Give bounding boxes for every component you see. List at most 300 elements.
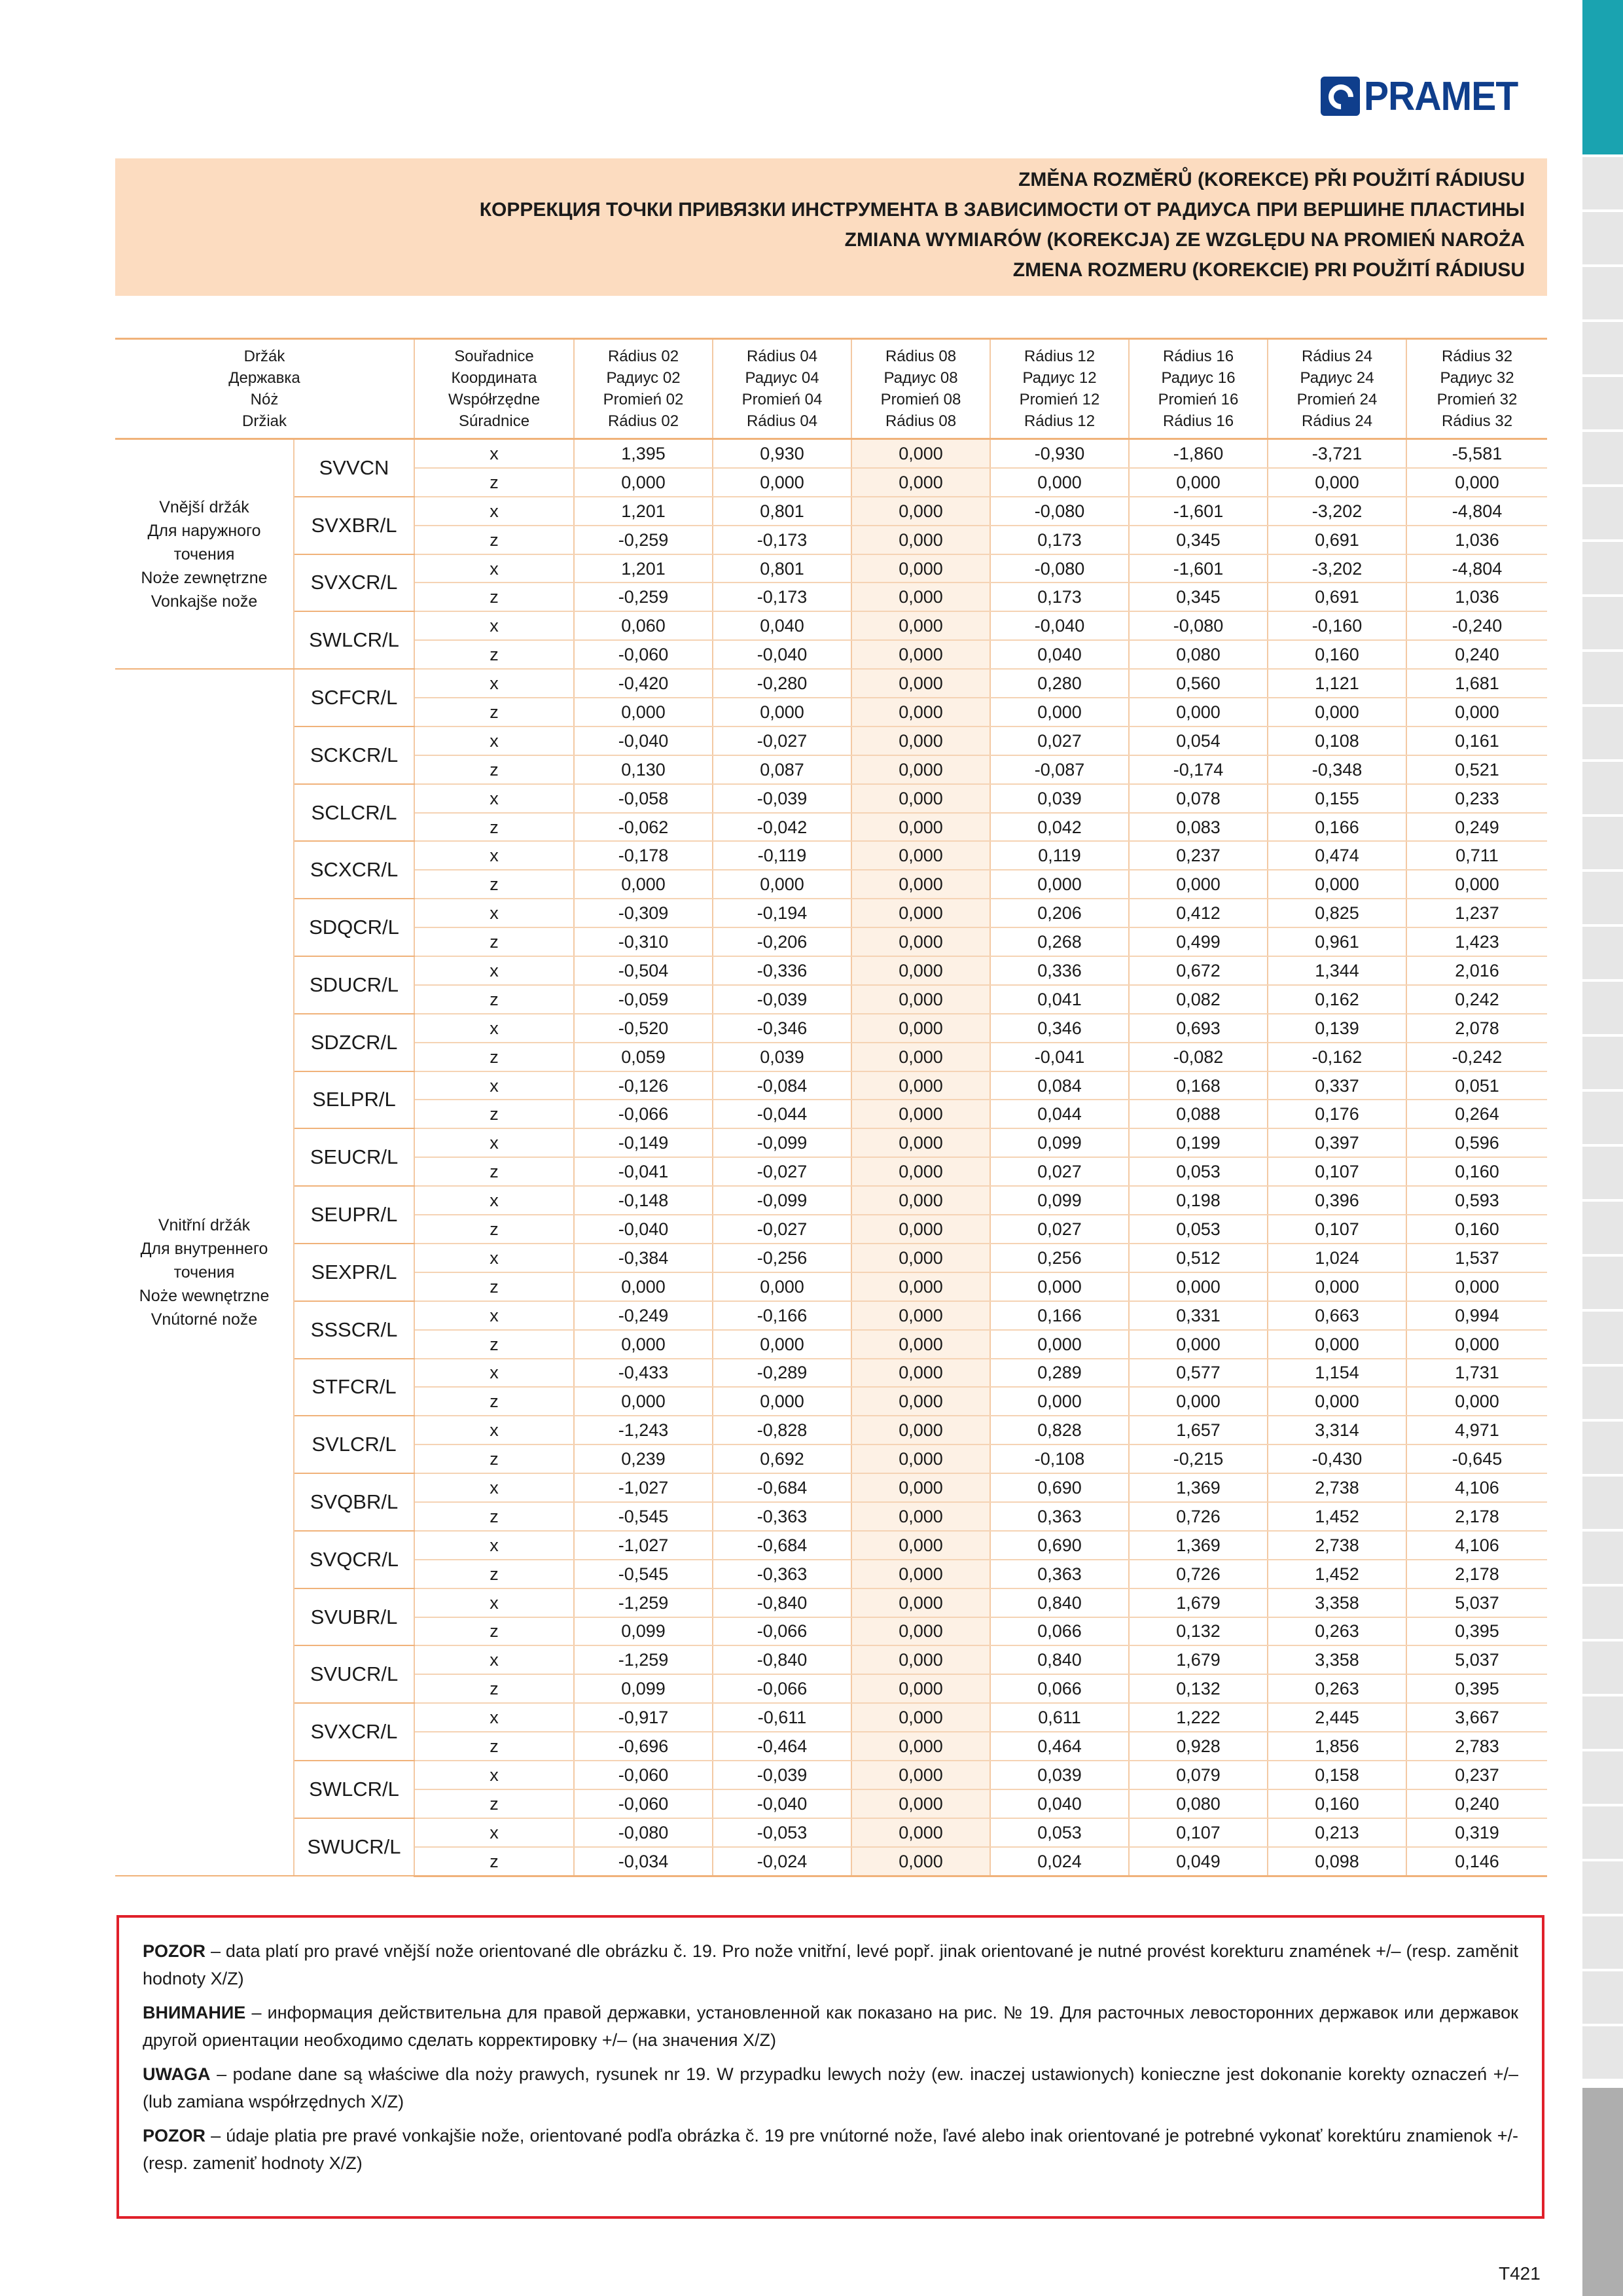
coordinate-cell: x	[414, 1473, 574, 1502]
value-cell: 0,099	[574, 1617, 713, 1646]
section-tab	[1582, 157, 1623, 212]
value-cell: 0,083	[1129, 813, 1268, 842]
value-cell: 1,395	[574, 439, 713, 468]
value-cell: 0,000	[851, 899, 990, 927]
value-cell: 0,160	[1406, 1215, 1547, 1244]
value-cell: 0,040	[990, 640, 1129, 669]
section-tab	[1582, 267, 1623, 322]
coordinate-cell: x	[414, 1359, 574, 1388]
value-cell: 0,345	[1129, 526, 1268, 554]
section-tab	[1582, 212, 1623, 267]
value-cell: -0,256	[713, 1244, 851, 1272]
value-cell: 0,000	[851, 1272, 990, 1301]
value-cell: 1,452	[1268, 1502, 1406, 1531]
value-cell: -0,087	[990, 755, 1129, 784]
section-tab	[1582, 597, 1623, 652]
value-cell: 0,000	[851, 1186, 990, 1215]
coordinate-cell: z	[414, 1617, 574, 1646]
value-cell: 0,084	[990, 1071, 1129, 1100]
section-tab	[1582, 1147, 1623, 1202]
section-tab	[1582, 1037, 1623, 1092]
value-cell: 0,080	[1129, 1789, 1268, 1818]
value-cell: -0,828	[713, 1416, 851, 1444]
value-cell: -4,804	[1406, 554, 1547, 583]
value-cell: -0,433	[574, 1359, 713, 1388]
value-cell: -0,024	[713, 1847, 851, 1876]
coordinate-cell: x	[414, 1761, 574, 1789]
value-cell: 1,731	[1406, 1359, 1547, 1388]
value-cell: -0,917	[574, 1703, 713, 1732]
value-cell: 0,000	[713, 1272, 851, 1301]
coordinate-cell: z	[414, 1387, 574, 1416]
note-ru: ВНИМАНИЕ – информация действительна для правой державки, установленной как показано на рис. № 19. Для расточных левосторонних державок или державок другой ориентации необходимо сделать корректировку +/– (на значения X/Z)	[143, 2003, 1518, 2050]
note-cz: POZOR – data platí pro pravé vnější nože orientované dle obrázku č. 19. Pro nože vnitřní, levé popř. jinak orientované je nutné provést korekturu znamének +/– (resp. zaměnit hodnoty X/Z)	[143, 1941, 1518, 1988]
coordinate-cell: x	[414, 1416, 574, 1444]
value-cell: 0,166	[1268, 813, 1406, 842]
value-cell: 0,041	[990, 985, 1129, 1014]
value-cell: 0,000	[574, 1387, 713, 1416]
holder-header: Držák Державка Nóż Držiak	[115, 339, 414, 439]
value-cell: -0,060	[574, 1789, 713, 1818]
coordinate-cell: z	[414, 813, 574, 842]
section-tab	[1582, 1367, 1623, 1422]
coordinate-cell: z	[414, 468, 574, 497]
coordinate-cell: x	[414, 497, 574, 526]
section-tab	[1582, 1861, 1623, 1916]
value-cell: 0,000	[851, 927, 990, 956]
value-cell: 5,037	[1406, 1645, 1547, 1674]
value-cell: 0,000	[1268, 468, 1406, 497]
coordinate-cell: z	[414, 755, 574, 784]
value-cell: -0,058	[574, 784, 713, 813]
value-cell: -1,259	[574, 1588, 713, 1617]
value-cell: 0,000	[851, 611, 990, 640]
value-cell: 0,000	[851, 1531, 990, 1560]
section-tab	[1582, 1477, 1623, 1532]
value-cell: 0,049	[1129, 1847, 1268, 1876]
value-cell: -0,053	[713, 1818, 851, 1847]
coordinate-cell: z	[414, 1272, 574, 1301]
value-cell: 0,242	[1406, 985, 1547, 1014]
value-cell: 0,000	[851, 1761, 990, 1789]
value-cell: 0,044	[990, 1100, 1129, 1128]
value-cell: 0,000	[1129, 1272, 1268, 1301]
value-cell: 0,994	[1406, 1301, 1547, 1330]
value-cell: 0,691	[1268, 583, 1406, 611]
value-cell: 0,726	[1129, 1560, 1268, 1588]
page-number: T421	[1499, 2263, 1541, 2284]
value-cell: -0,040	[713, 640, 851, 669]
section-tab	[1582, 1422, 1623, 1477]
value-cell: 0,000	[851, 956, 990, 985]
value-cell: 0,000	[851, 784, 990, 813]
value-cell: 0,000	[1268, 1272, 1406, 1301]
value-cell: 0,256	[990, 1244, 1129, 1272]
value-cell: -5,581	[1406, 439, 1547, 468]
value-cell: -0,309	[574, 899, 713, 927]
value-cell: 3,358	[1268, 1645, 1406, 1674]
value-cell: 0,000	[990, 1330, 1129, 1359]
value-cell: 0,000	[851, 1732, 990, 1761]
value-cell: 0,840	[990, 1645, 1129, 1674]
coordinate-cell: x	[414, 1818, 574, 1847]
coordinate-cell: z	[414, 1330, 574, 1359]
title-band	[115, 158, 1547, 296]
value-cell: -4,804	[1406, 497, 1547, 526]
value-cell: 0,263	[1268, 1617, 1406, 1646]
table-row	[115, 1359, 1547, 1388]
value-cell: 0,000	[851, 1588, 990, 1617]
holder-name: SVUCR/L	[294, 1645, 414, 1703]
value-cell: -0,042	[713, 813, 851, 842]
value-cell: 0,139	[1268, 1014, 1406, 1043]
value-cell: 0,840	[990, 1588, 1129, 1617]
value-cell: 1,024	[1268, 1244, 1406, 1272]
value-cell: 0,098	[1268, 1847, 1406, 1876]
table-row	[115, 497, 1547, 526]
value-cell: -0,384	[574, 1244, 713, 1272]
value-cell: 1,036	[1406, 583, 1547, 611]
value-cell: 0,825	[1268, 899, 1406, 927]
value-cell: 0,000	[713, 698, 851, 726]
value-cell: 0,000	[851, 1359, 990, 1388]
value-cell: 0,000	[851, 841, 990, 870]
value-cell: 0,412	[1129, 899, 1268, 927]
value-cell: 0,173	[990, 526, 1129, 554]
value-cell: 4,106	[1406, 1531, 1547, 1560]
section-tab	[1582, 1916, 1623, 1971]
value-cell: -0,066	[574, 1100, 713, 1128]
coordinate-cell: x	[414, 841, 574, 870]
table-row	[115, 1014, 1547, 1043]
value-cell: -0,280	[713, 669, 851, 698]
value-cell: -0,041	[990, 1043, 1129, 1071]
value-cell: -1,860	[1129, 439, 1268, 468]
table-row	[115, 1531, 1547, 1560]
value-cell: 0,363	[990, 1560, 1129, 1588]
value-cell: -0,348	[1268, 755, 1406, 784]
section-tab	[1582, 1257, 1623, 1312]
value-cell: 0,596	[1406, 1128, 1547, 1157]
coordinate-cell: z	[414, 1847, 574, 1876]
value-cell: 0,146	[1406, 1847, 1547, 1876]
section-tab	[1582, 432, 1623, 487]
value-cell: -0,545	[574, 1502, 713, 1531]
value-cell: -1,259	[574, 1645, 713, 1674]
value-cell: 0,000	[1129, 1387, 1268, 1416]
value-cell: -0,420	[574, 669, 713, 698]
value-cell: -0,430	[1268, 1444, 1406, 1473]
active-section-tab	[1582, 0, 1623, 154]
value-cell: 0,280	[990, 669, 1129, 698]
radius-24-header: Rádius 24 Радиус 24 Promień 24 Rádius 24	[1268, 339, 1406, 439]
coordinate-cell: z	[414, 1732, 574, 1761]
value-cell: 0,000	[851, 726, 990, 755]
value-cell: 0,337	[1268, 1071, 1406, 1100]
value-cell: 0,039	[990, 1761, 1129, 1789]
coordinate-cell: x	[414, 1301, 574, 1330]
note-sk: POZOR – údaje platia pre pravé vonkajšie nože, orientované podľa obrázka č. 19 pre vnútorné nože, ľavé alebo inak orientované je potrebné vykonať korektúru znamienok +/- (resp. zameniť hodnoty X/Z)	[143, 2126, 1518, 2173]
value-cell: 2,178	[1406, 1560, 1547, 1588]
value-cell: 1,657	[1129, 1416, 1268, 1444]
value-cell: 0,000	[713, 468, 851, 497]
value-cell: 0,054	[1129, 726, 1268, 755]
value-cell: 0,000	[1268, 1387, 1406, 1416]
coordinate-cell: z	[414, 1789, 574, 1818]
value-cell: 1,681	[1406, 669, 1547, 698]
brand-name: PRAMET	[1364, 73, 1518, 119]
holder-name: SVXBR/L	[294, 497, 414, 554]
value-cell: 0,521	[1406, 755, 1547, 784]
value-cell: 0,119	[990, 841, 1129, 870]
value-cell: 0,107	[1129, 1818, 1268, 1847]
value-cell: 0,000	[851, 1674, 990, 1703]
value-cell: 0,162	[1268, 985, 1406, 1014]
value-cell: -0,840	[713, 1588, 851, 1617]
value-cell: 0,000	[851, 497, 990, 526]
coordinate-cell: x	[414, 669, 574, 698]
value-cell: 0,160	[1406, 1157, 1547, 1186]
value-cell: 0,693	[1129, 1014, 1268, 1043]
value-cell: -0,336	[713, 956, 851, 985]
table-row	[115, 899, 1547, 927]
value-cell: -0,080	[574, 1818, 713, 1847]
value-cell: 1,856	[1268, 1732, 1406, 1761]
value-cell: 0,060	[574, 611, 713, 640]
value-cell: -0,108	[990, 1444, 1129, 1473]
section-tab	[1582, 652, 1623, 707]
value-cell: 0,099	[574, 1674, 713, 1703]
section-tab	[1582, 487, 1623, 542]
value-cell: 0,000	[851, 1215, 990, 1244]
side-tab-strip	[1582, 0, 1623, 2296]
value-cell: 0,000	[851, 1157, 990, 1186]
pramet-logo-icon	[1321, 77, 1360, 116]
value-cell: 0,000	[1129, 468, 1268, 497]
title-line-ru: КОРРЕКЦИЯ ТОЧКИ ПРИВЯЗКИ ИНСТРУМЕНТА В ЗАВИСИМОСТИ ОТ РАДИУСА ПРИ ВЕРШИНЕ ПЛАСТИНЫ	[479, 199, 1525, 221]
value-cell: 0,040	[713, 611, 851, 640]
table-row	[115, 1761, 1547, 1789]
value-cell: 0,395	[1406, 1674, 1547, 1703]
coordinate-cell: z	[414, 985, 574, 1014]
value-cell: -0,084	[713, 1071, 851, 1100]
table-row	[115, 841, 1547, 870]
value-cell: 0,088	[1129, 1100, 1268, 1128]
value-cell: 4,106	[1406, 1473, 1547, 1502]
value-cell: 0,239	[574, 1444, 713, 1473]
table-header-row	[115, 339, 1547, 439]
value-cell: -0,363	[713, 1502, 851, 1531]
value-cell: 0,711	[1406, 841, 1547, 870]
value-cell: 0,053	[1129, 1157, 1268, 1186]
title-line-pl: ZMIANA WYMIARÓW (KOREKCJA) ZE WZGLĘDU NA PROMIEŃ NAROŻA	[844, 229, 1525, 251]
coordinate-cell: z	[414, 698, 574, 726]
section-tab	[1582, 872, 1623, 927]
value-cell: 0,000	[990, 870, 1129, 899]
value-cell: 0,042	[990, 813, 1129, 842]
value-cell: 0,000	[851, 1014, 990, 1043]
value-cell: 0,000	[574, 1330, 713, 1359]
value-cell: 3,314	[1268, 1416, 1406, 1444]
value-cell: 2,445	[1268, 1703, 1406, 1732]
value-cell: -0,166	[713, 1301, 851, 1330]
value-cell: -0,684	[713, 1473, 851, 1502]
value-cell: 0,000	[851, 583, 990, 611]
radius-12-header: Rádius 12 Радиус 12 Promień 12 Rádius 12	[990, 339, 1129, 439]
coordinate-cell: z	[414, 1444, 574, 1473]
radius-correction-table	[115, 338, 1547, 1877]
table-row	[115, 611, 1547, 640]
value-cell: 2,178	[1406, 1502, 1547, 1531]
value-cell: 0,000	[851, 1244, 990, 1272]
holder-name: SCKCR/L	[294, 726, 414, 784]
value-cell: 0,078	[1129, 784, 1268, 813]
value-cell: 0,961	[1268, 927, 1406, 956]
value-cell: 0,132	[1129, 1674, 1268, 1703]
table-row	[115, 439, 1547, 468]
value-cell: -1,027	[574, 1531, 713, 1560]
warning-note-box	[116, 1915, 1544, 2219]
value-cell: 1,369	[1129, 1473, 1268, 1502]
value-cell: 0,198	[1129, 1186, 1268, 1215]
value-cell: 0,499	[1129, 927, 1268, 956]
value-cell: 0,000	[851, 698, 990, 726]
value-cell: 0,000	[1406, 1272, 1547, 1301]
value-cell: 0,000	[990, 698, 1129, 726]
value-cell: -1,601	[1129, 554, 1268, 583]
value-cell: 0,726	[1129, 1502, 1268, 1531]
value-cell: -1,027	[574, 1473, 713, 1502]
value-cell: 0,000	[990, 468, 1129, 497]
value-cell: 0,000	[574, 468, 713, 497]
value-cell: 0,213	[1268, 1818, 1406, 1847]
value-cell: 0,264	[1406, 1100, 1547, 1128]
value-cell: 0,000	[1129, 1330, 1268, 1359]
holder-name: SDUCR/L	[294, 956, 414, 1014]
value-cell: -0,066	[713, 1674, 851, 1703]
table-row	[115, 1818, 1547, 1847]
value-cell: 0,512	[1129, 1244, 1268, 1272]
value-cell: 0,082	[1129, 985, 1268, 1014]
value-cell: 0,040	[990, 1789, 1129, 1818]
value-cell: 0,000	[1268, 870, 1406, 899]
value-cell: 0,087	[713, 755, 851, 784]
section-tab	[1582, 2026, 1623, 2081]
coordinate-cell: x	[414, 784, 574, 813]
section-tab	[1582, 1971, 1623, 2026]
value-cell: 0,397	[1268, 1128, 1406, 1157]
value-cell: 1,121	[1268, 669, 1406, 698]
value-cell: 0,663	[1268, 1301, 1406, 1330]
value-cell: 0,000	[851, 468, 990, 497]
value-cell: -0,040	[713, 1789, 851, 1818]
value-cell: -0,080	[990, 554, 1129, 583]
value-cell: 0,240	[1406, 1789, 1547, 1818]
value-cell: 0,000	[574, 870, 713, 899]
radius-16-header: Rádius 16 Радиус 16 Promień 16 Rádius 16	[1129, 339, 1268, 439]
value-cell: 2,078	[1406, 1014, 1547, 1043]
table-row	[115, 669, 1547, 698]
value-cell: 0,000	[713, 1330, 851, 1359]
value-cell: -0,160	[1268, 611, 1406, 640]
value-cell: 3,358	[1268, 1588, 1406, 1617]
value-cell: -0,126	[574, 1071, 713, 1100]
coordinate-cell: z	[414, 1043, 574, 1071]
value-cell: -0,240	[1406, 611, 1547, 640]
value-cell: 0,000	[1268, 1330, 1406, 1359]
section-tab	[1582, 542, 1623, 597]
value-cell: 2,738	[1268, 1531, 1406, 1560]
coordinate-cell: z	[414, 870, 574, 899]
value-cell: -0,242	[1406, 1043, 1547, 1071]
value-cell: 0,249	[1406, 813, 1547, 842]
holder-name: SDQCR/L	[294, 899, 414, 956]
coordinate-cell: x	[414, 956, 574, 985]
value-cell: -0,060	[574, 640, 713, 669]
value-cell: 0,000	[1406, 1387, 1547, 1416]
value-cell: -0,044	[713, 1100, 851, 1128]
section-tab	[1582, 1312, 1623, 1367]
value-cell: 0,199	[1129, 1128, 1268, 1157]
value-cell: -0,173	[713, 583, 851, 611]
value-cell: 0,000	[851, 1100, 990, 1128]
value-cell: 0,395	[1406, 1617, 1547, 1646]
value-cell: 0,000	[851, 1789, 990, 1818]
value-cell: 1,537	[1406, 1244, 1547, 1272]
value-cell: 0,160	[1268, 1789, 1406, 1818]
value-cell: 0,237	[1129, 841, 1268, 870]
value-cell: -0,039	[713, 985, 851, 1014]
holder-name: SWUCR/L	[294, 1818, 414, 1876]
value-cell: -0,059	[574, 985, 713, 1014]
title-line-cz: ZMĚNA ROZMĚRŮ (KOREKCE) PŘI POUŽITÍ RÁDIUSU	[1018, 169, 1525, 190]
value-cell: 0,000	[574, 1272, 713, 1301]
table-row	[115, 1128, 1547, 1157]
value-cell: -0,039	[713, 784, 851, 813]
value-cell: 0,107	[1268, 1157, 1406, 1186]
value-cell: -0,082	[1129, 1043, 1268, 1071]
value-cell: -0,206	[713, 927, 851, 956]
value-cell: 0,000	[851, 870, 990, 899]
value-cell: 2,783	[1406, 1732, 1547, 1761]
section-tab	[1582, 927, 1623, 982]
value-cell: 0,000	[851, 1043, 990, 1071]
value-cell: 0,161	[1406, 726, 1547, 755]
holder-name: SCXCR/L	[294, 841, 414, 899]
value-cell: -0,041	[574, 1157, 713, 1186]
value-cell: 0,000	[851, 985, 990, 1014]
value-cell: 0,396	[1268, 1186, 1406, 1215]
value-cell: 0,801	[713, 497, 851, 526]
section-tab	[1582, 982, 1623, 1037]
value-cell: 0,000	[851, 1301, 990, 1330]
section-tab	[1582, 817, 1623, 872]
value-cell: -0,289	[713, 1359, 851, 1388]
value-cell: 1,679	[1129, 1588, 1268, 1617]
value-cell: 0,000	[851, 1645, 990, 1674]
value-cell: 1,679	[1129, 1645, 1268, 1674]
value-cell: 5,037	[1406, 1588, 1547, 1617]
note-pl: UWAGA – podane dane są właściwe dla noży prawych, rysunek nr 19. W przypadku lewych noży (ew. inaczej ustawionych) konieczne jest dokonanie korekty oznaczeń +/– (lub zamiana współrzędnych X/Z)	[143, 2064, 1518, 2111]
value-cell: -0,194	[713, 899, 851, 927]
value-cell: 0,690	[990, 1531, 1129, 1560]
value-cell: 0,155	[1268, 784, 1406, 813]
value-cell: 0,577	[1129, 1359, 1268, 1388]
value-cell: 0,000	[851, 1444, 990, 1473]
value-cell: 0,000	[851, 1330, 990, 1359]
radius-02-header: Rádius 02 Радиус 02 Promień 02 Rádius 02	[574, 339, 713, 439]
value-cell: 0,107	[1268, 1215, 1406, 1244]
